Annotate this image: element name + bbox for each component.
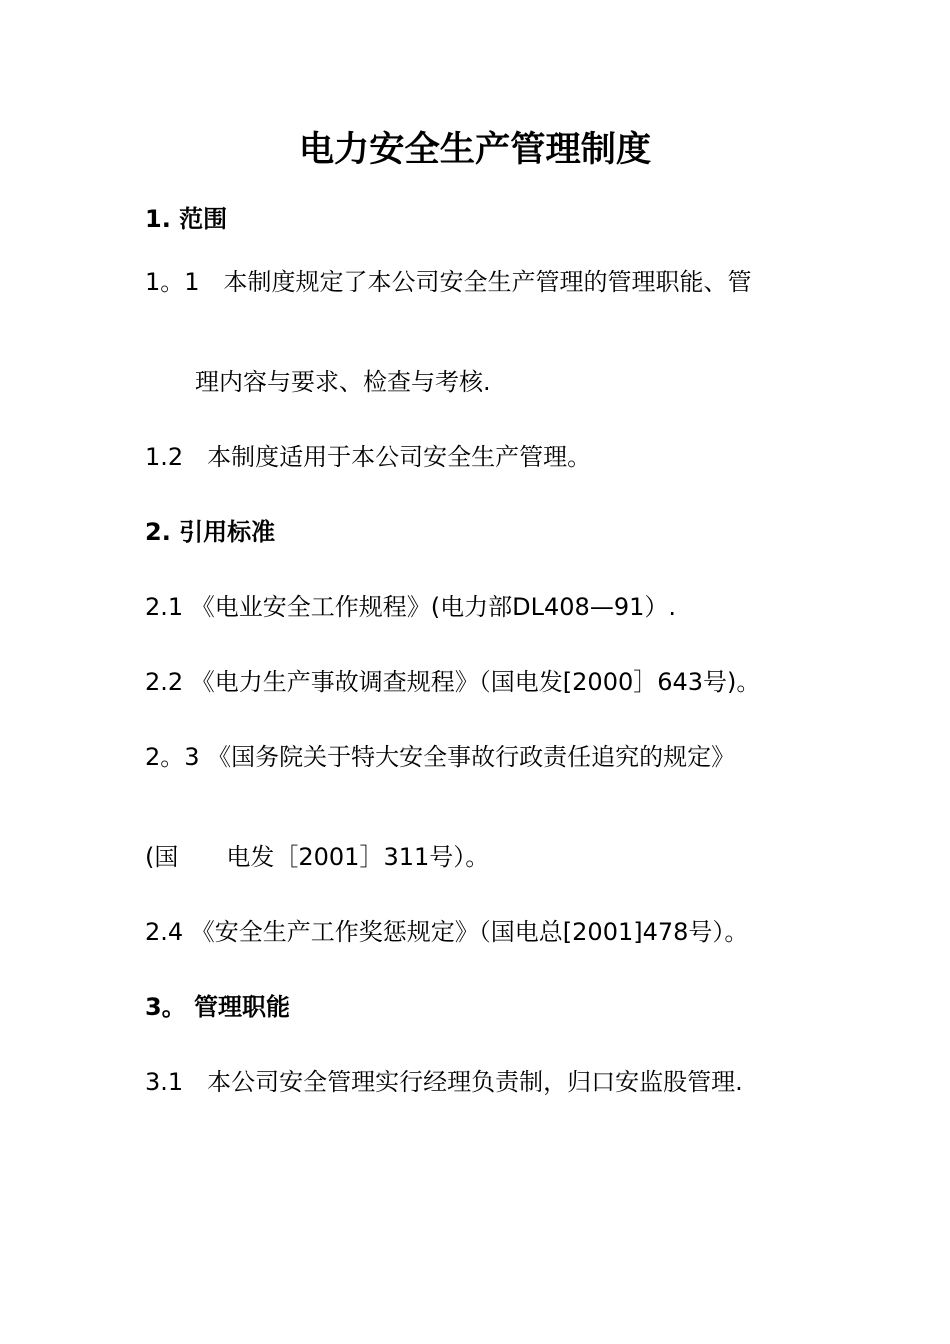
- section-heading-functions: 3。 管理职能: [145, 993, 291, 1021]
- clause-3-1: 3.1 本公司安全管理实行经理负责制，归口安监股管理.: [145, 1068, 743, 1096]
- section-heading-scope: 1. 范围: [145, 205, 228, 233]
- document-title: 电力安全生产管理制度: [298, 129, 652, 170]
- clause-1-1-line-2: 理内容与要求、检查与考核.: [195, 368, 491, 396]
- clause-1-2: 1.2 本制度适用于本公司安全生产管理。: [145, 443, 592, 471]
- section-heading-references: 2. 引用标准: [145, 518, 276, 546]
- clause-2-1: 2.1 《电业安全工作规程》(电力部DL408—91）.: [145, 593, 676, 621]
- clause-2-2: 2.2 《电力生产事故调查规程》（国电发[2000］643号)。: [145, 668, 761, 696]
- clause-2-3-line-1: 2。3 《国务院关于特大安全事故行政责任追究的规定》: [145, 743, 736, 771]
- clause-2-4: 2.4 《安全生产工作奖惩规定》（国电总[2001]478号）。: [145, 918, 749, 946]
- clause-1-1-line-1: 1。1 本制度规定了本公司安全生产管理的管理职能、管: [145, 268, 752, 296]
- clause-2-3-line-2: (国 电发［2001］311号）。: [145, 843, 490, 871]
